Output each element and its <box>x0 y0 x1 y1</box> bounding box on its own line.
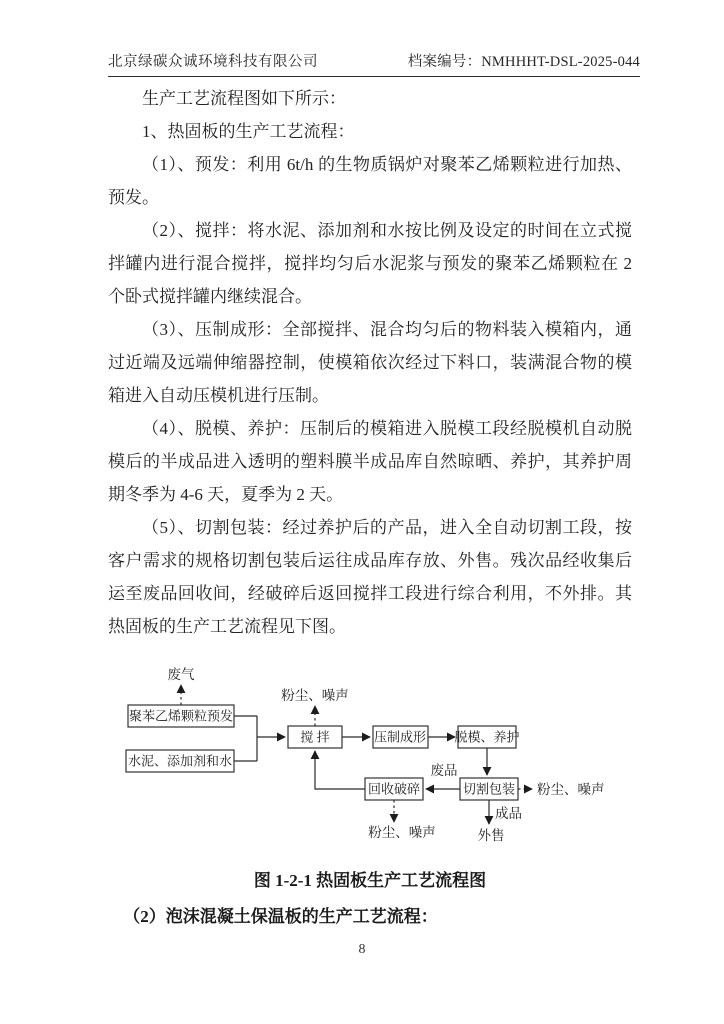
page-header <box>108 50 640 77</box>
label-waste-gas: 废气 <box>167 667 195 682</box>
paragraph-step-1: （1）、预发：利用 6t/h 的生物质锅炉对聚苯乙烯颗粒进行加热、预发。 <box>108 155 632 207</box>
box-cutting-label: 切割包装 <box>462 781 516 797</box>
process-flowchart <box>0 658 724 853</box>
label-dust-noise-mixing: 粉尘、噪声 <box>281 688 349 703</box>
paragraph-step-3: （3）、压制成形：全部搅拌、混合均匀后的物料装入模箱内，通过近端及远端伸缩器控制，使模箱依次经过下料口，装满混合物的模箱进入自动压模机进行压制。 <box>108 320 632 405</box>
paragraph-step-2: （2）、搅拌：将水泥、添加剂和水按比例及设定的时间在立式搅拌罐内进行混合搅拌，搅拌均匀后水泥浆与预发的聚苯乙烯颗粒在 2 个卧式搅拌罐内继续混合。 <box>108 221 632 306</box>
label-sale: 外售 <box>477 828 505 843</box>
label-waste: 废品 <box>430 763 458 778</box>
box-pressing-label: 压制成形 <box>373 729 427 745</box>
paragraph-step-4: （4）、脱模、养护：压制后的模箱进入脱模工段经脱模机自动脱模后的半成品进入透明的塑料膜半成品库自然晾晒、养护，其养护周期冬季为 4-6 天，夏季为 2 天。 <box>108 419 632 504</box>
paragraph-step-5: （5）、切割包装：经过养护后的产品，进入全自动切割工段，按客户需求的规格切割包装后运往成品库存放、外售。残次品经收集后运至废品回收间，经破碎后返回搅拌工段进行综合利用，不外排。其热固板的生产工艺流程见下图。 <box>108 518 632 636</box>
box-prefoam-label: 聚苯乙烯颗粒预发 <box>128 708 234 724</box>
header-archive-label: 档案编号： <box>407 54 482 70</box>
header-archive <box>408 50 640 71</box>
header-archive-number: NMHHHT-DSL-2025-044 <box>481 54 640 70</box>
figure-caption: 图 1-2-1 热固板生产工艺流程图 <box>253 871 487 890</box>
box-recycle-label: 回收破碎 <box>367 781 421 797</box>
box-mixing-label: 搅 拌 <box>300 729 330 745</box>
box-demold-label: 脱模、养护 <box>454 729 520 745</box>
body-text <box>108 82 632 643</box>
paragraph-intro: 生产工艺流程图如下所示： <box>142 89 346 108</box>
arrow-recycle-to-mixing <box>315 751 365 789</box>
label-dust-noise-cutting: 粉尘、噪声 <box>537 782 605 797</box>
label-dust-noise-recycle: 粉尘、噪声 <box>368 825 436 840</box>
box-materials-label: 水泥、添加剂和水 <box>127 753 233 769</box>
page-number: 8 <box>358 942 366 957</box>
paragraph-section-1: 1、热固板的生产工艺流程： <box>142 122 355 141</box>
header-company: 北京绿碳众诚环境科技有限公司 <box>108 54 318 70</box>
label-product: 成品 <box>495 806 522 821</box>
subsection-heading: （2）泡沫混凝土保温板的生产工艺流程： <box>123 907 438 926</box>
